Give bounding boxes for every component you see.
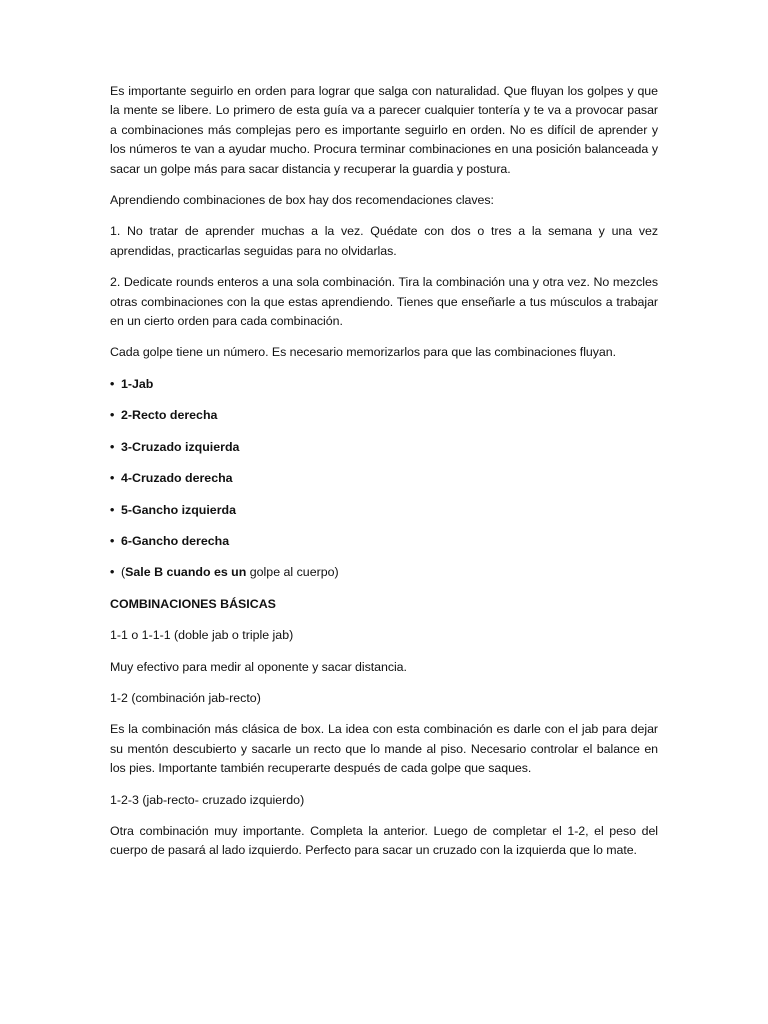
bullet-icon: • [110,565,115,580]
combo-title: 1-2-3 (jab-recto- cruzado izquierdo) [110,792,305,807]
punch-label: 3-Cruzado izquierda [121,439,240,454]
punch-label: 5-Gancho izquierda [121,502,236,517]
recommendation-2: 2. Dedicate rounds enteros a una sola combinación. Tira la combinación una y otra vez. No mezcles otras combinaciones con la que estas aprendiendo. Tienes que enseñarle a tus músculos a trabajar en un cierto orden para cada combinación. [110,275,658,329]
bullet-icon: • [110,408,115,423]
body-punch-note [110,563,658,582]
punch-item [110,438,658,457]
combo-description: Muy efectivo para medir al oponente y sacar distancia. [110,659,407,674]
punch-item [110,375,658,394]
combo-title: 1-2 (combinación jab-recto) [110,690,261,705]
bullet-icon: • [110,471,115,486]
recommendations-intro: Aprendiendo combinaciones de box hay dos recomendaciones claves: [110,193,494,208]
combo-description: Otra combinación muy importante. Completa la anterior. Luego de completar el 1-2, el peso del cuerpo de pasará al lado izquierdo. Perfecto para sacar un cruzado con la izquierda que lo mate. [110,823,658,858]
punch-label: 4-Cruzado derecha [121,471,233,486]
punch-item [110,406,658,425]
punch-item [110,501,658,520]
note-rest-text: golpe al cuerpo) [246,565,339,580]
combo-description: Es la combinación más clásica de box. La idea con esta combinación es darle con el jab para dejar su mentón descubierto y sacarle un recto que lo mande al piso. Necesario controlar el balance en los pies. Importante también recuperarte después de cada golpe que saques. [110,722,658,776]
intro-paragraph: Es importante seguirlo en orden para lograr que salga con naturalidad. Que fluyan los golpes y que la mente se libere. Lo primero de esta guía va a parecer cualquier tontería y te va a provocar pasar a combinaciones más complejas pero es importante seguirlo en orden. No es difícil de aprender y los números te van a ayudar mucho. Procura terminar combinaciones en una posición balanceada y sacar un golpe más para sacar distancia y recuperar la guardia y postura. [110,84,658,176]
bullet-icon: • [110,502,115,517]
bullet-icon: • [110,439,115,454]
punch-item [110,532,658,551]
document-page [110,82,658,873]
recommendation-1: 1. No tratar de aprender muchas a la vez. Quédate con dos o tres a la semana y una vez aprendidas, practicarlas seguidas para no olvidarlas. [110,224,658,258]
bullet-icon: • [110,376,115,391]
note-open-paren: ( [121,565,126,580]
numbers-intro: Cada golpe tiene un número. Es necesario memorizarlos para que las combinaciones fluyan. [110,345,616,360]
punch-label: 6-Gancho derecha [121,533,230,548]
combo-title: 1-1 o 1-1-1 (doble jab o triple jab) [110,628,294,643]
punch-label: 1-Jab [121,376,154,391]
punch-item [110,469,658,488]
punch-label: 2-Recto derecha [121,408,218,423]
bullet-icon: • [110,533,115,548]
basic-combinations-heading: COMBINACIONES BÁSICAS [110,596,276,611]
note-bold-text: Sale B cuando es un [125,565,247,580]
